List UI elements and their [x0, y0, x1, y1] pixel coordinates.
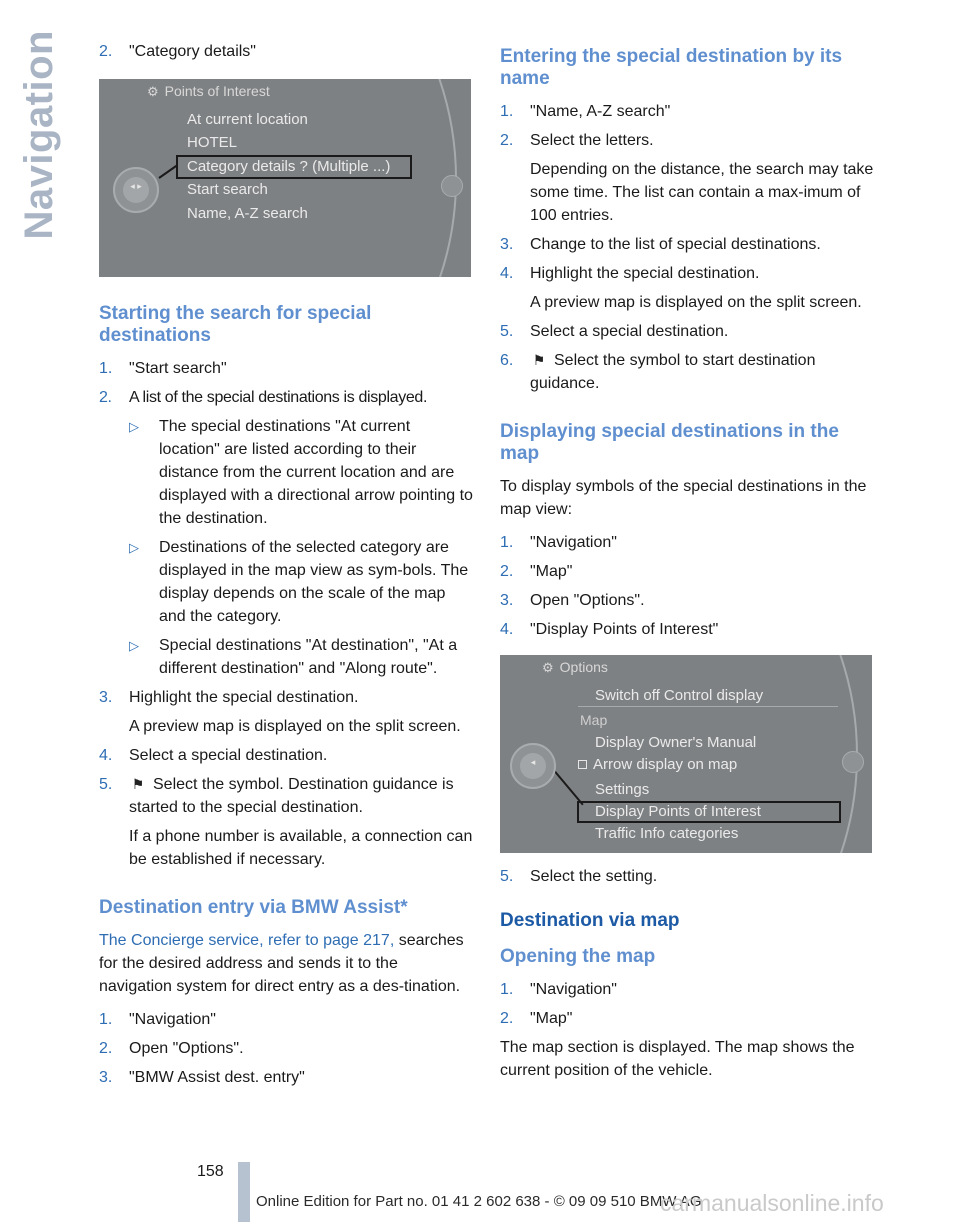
heading-destination-via-map: Destination via map: [500, 910, 680, 931]
bullet-text: Special destinations "At destination", "At a different destination" and "Along route".: [159, 637, 458, 677]
step-text: Select the letters.: [530, 132, 654, 149]
step-number: 3.: [99, 1069, 113, 1086]
step-text: "Start search": [129, 360, 227, 377]
step: [500, 865, 875, 888]
bullet-item: [129, 415, 473, 530]
step-text: Select the symbol to start destination guidance.: [530, 352, 816, 392]
options-item-settings: Settings: [595, 781, 650, 798]
intro-text: searches for the desired address and sends it to the navigation system for direct entry as a des‐tination.: [99, 932, 464, 995]
step-number: 3.: [500, 592, 514, 609]
step-subtext: Depending on the distance, the search may take some time. The list can contain a max‐imum of 100 entries.: [530, 161, 874, 224]
poi-item-hotel: HOTEL: [187, 134, 238, 151]
footer-bar: [238, 1162, 250, 1222]
side-tab-label: Navigation: [17, 30, 61, 240]
step: [99, 357, 473, 380]
step-subtext: A preview map is displayed on the split screen.: [530, 294, 862, 311]
step-text: "Name, A-Z search": [530, 103, 671, 120]
options-screen: [500, 655, 872, 853]
page-number: 158: [197, 1163, 224, 1180]
step-number: 1.: [500, 103, 514, 120]
step-text: "BMW Assist dest. entry": [129, 1069, 305, 1086]
step: [500, 233, 875, 256]
step: [99, 386, 473, 680]
opening-map-outro: The map section is displayed. The map shows the current position of the vehicle.: [500, 1039, 855, 1079]
checkbox-icon: [578, 760, 587, 769]
highlight-box: [176, 155, 412, 179]
step-number: 3.: [500, 236, 514, 253]
options-item-traffic-info: Traffic Info categories: [595, 825, 739, 842]
step: [500, 560, 875, 583]
step-text: Open "Options".: [530, 592, 645, 609]
options-item-switch-off: Switch off Control display: [595, 687, 764, 704]
step-text: "Navigation": [530, 981, 617, 998]
controller-knob-icon: ◂ ▸: [113, 167, 159, 213]
step-number: 2.: [500, 1010, 514, 1027]
step: [99, 1008, 473, 1031]
step-text: "Category details": [129, 43, 256, 60]
step: [500, 262, 875, 314]
left-column: [99, 40, 473, 1095]
step: [500, 589, 875, 612]
options-item-display-poi: Display Points of Interest: [595, 803, 761, 820]
step-number: 2.: [99, 1040, 113, 1057]
step: [99, 1066, 473, 1089]
poi-item-current-location: At current location: [187, 111, 308, 128]
heading-opening-map: Opening the map: [500, 946, 656, 967]
step-number: 5.: [99, 776, 113, 793]
step-text: Select a special destination.: [530, 323, 729, 340]
step-number: 1.: [99, 360, 113, 377]
step: [500, 618, 875, 641]
step-text: Open "Options".: [129, 1040, 244, 1057]
step-text: Select a special destination.: [129, 747, 328, 764]
bmw-assist-intro: [99, 929, 473, 998]
step-number: 6.: [500, 352, 514, 369]
poi-header: ⚙ Points of Interest: [147, 83, 270, 99]
step-number: 1.: [500, 534, 514, 551]
side-tab: [14, 30, 64, 260]
options-item-arrow-display: Arrow display on map: [578, 756, 737, 773]
step: [99, 773, 473, 871]
step: [500, 349, 875, 395]
step-number: 3.: [99, 689, 113, 706]
bullet-triangle-icon: ▷: [129, 638, 139, 653]
step-number: 1.: [500, 981, 514, 998]
heading-search-by-name: Entering the special destination by its name: [500, 46, 843, 89]
highlight-box: [577, 801, 841, 823]
watermark: carmanualsonline.info: [660, 1190, 884, 1216]
bullet-item: [129, 634, 473, 680]
step-number: 4.: [500, 265, 514, 282]
heading-bmw-assist: Destination entry via BMW Assist*: [99, 897, 408, 918]
step-subtext: A preview map is displayed on the split screen.: [129, 718, 461, 735]
controller-knob-icon: ◂: [510, 743, 556, 789]
step-text: "Map": [530, 1010, 573, 1027]
step-text: Highlight the special destination.: [129, 689, 359, 706]
step-text: A list of the special destinations is displayed.: [129, 389, 428, 406]
step-number: 1.: [99, 1011, 113, 1028]
step: [99, 1037, 473, 1060]
heading-display-in-map: Displaying special destinations in the map: [500, 421, 839, 464]
step-category-details: [99, 40, 473, 63]
step: [500, 531, 875, 554]
bullet-triangle-icon: ▷: [129, 419, 139, 434]
settings-icon: ⚙: [542, 660, 554, 675]
bullet-item: [129, 536, 473, 628]
step: [99, 744, 473, 767]
step-number: 5.: [500, 323, 514, 340]
options-group-map: Map: [580, 712, 608, 728]
step-subtext: If a phone number is available, a connection can be established if necessary.: [129, 828, 473, 868]
step-text: Highlight the special destination.: [530, 265, 760, 282]
step-number: 2.: [500, 132, 514, 149]
step-number: 4.: [500, 621, 514, 638]
step-text: "Display Points of Interest": [530, 621, 719, 638]
step: [500, 320, 875, 343]
options-header: ⚙ Options: [542, 659, 608, 675]
step: [500, 129, 875, 227]
concierge-page-link[interactable]: The Concierge service, refer to page 217,: [99, 932, 395, 949]
poi-screen: [99, 79, 471, 277]
poi-item-start-search: Start search: [187, 181, 268, 198]
poi-item-category-details: Category details ? (Multiple ...): [187, 158, 391, 175]
step-number: 2.: [99, 43, 113, 60]
step-number: 5.: [500, 868, 514, 885]
step: [500, 1007, 875, 1030]
bullet-text: The special destinations "At current location" are listed according to their distance from the current location and are displayed with a directional arrow pointing to the destination.: [159, 418, 473, 527]
step-text: Select the symbol. Destination guidance is started to the special destination.: [129, 776, 454, 816]
step-text: "Navigation": [129, 1011, 216, 1028]
step: [500, 978, 875, 1001]
display-in-map-intro: To display symbols of the special destinations in the map view:: [500, 478, 867, 518]
step-number: 2.: [500, 563, 514, 580]
footer-edition-text: Online Edition for Part no. 01 41 2 602 638 - © 09 09 510 BMW AG: [256, 1193, 702, 1210]
destination-flag-icon: ⚑: [532, 352, 546, 368]
step-text: Change to the list of special destinations.: [530, 236, 821, 253]
options-item-owners-manual: Display Owner's Manual: [595, 734, 757, 751]
step-number: 4.: [99, 747, 113, 764]
step-text: "Navigation": [530, 534, 617, 551]
bullet-text: Destinations of the selected category are displayed in the map view as sym‐bols. The display depends on the scale of the map and the category.: [159, 539, 469, 625]
bullet-triangle-icon: ▷: [129, 540, 139, 555]
destination-flag-icon: ⚑: [131, 776, 145, 792]
heading-starting-search: Starting the search for special destinations: [99, 303, 372, 346]
right-column: [500, 46, 875, 1092]
step: [500, 100, 875, 123]
side-button-icon: [842, 751, 864, 773]
poi-item-name-search: Name, A-Z search: [187, 205, 308, 222]
step: [99, 686, 473, 738]
side-button-icon: [441, 175, 463, 197]
step-text: Select the setting.: [530, 868, 658, 885]
menu-separator: [578, 706, 838, 707]
step-number: 2.: [99, 389, 112, 406]
step-text: "Map": [530, 563, 573, 580]
settings-icon: ⚙: [147, 84, 159, 99]
